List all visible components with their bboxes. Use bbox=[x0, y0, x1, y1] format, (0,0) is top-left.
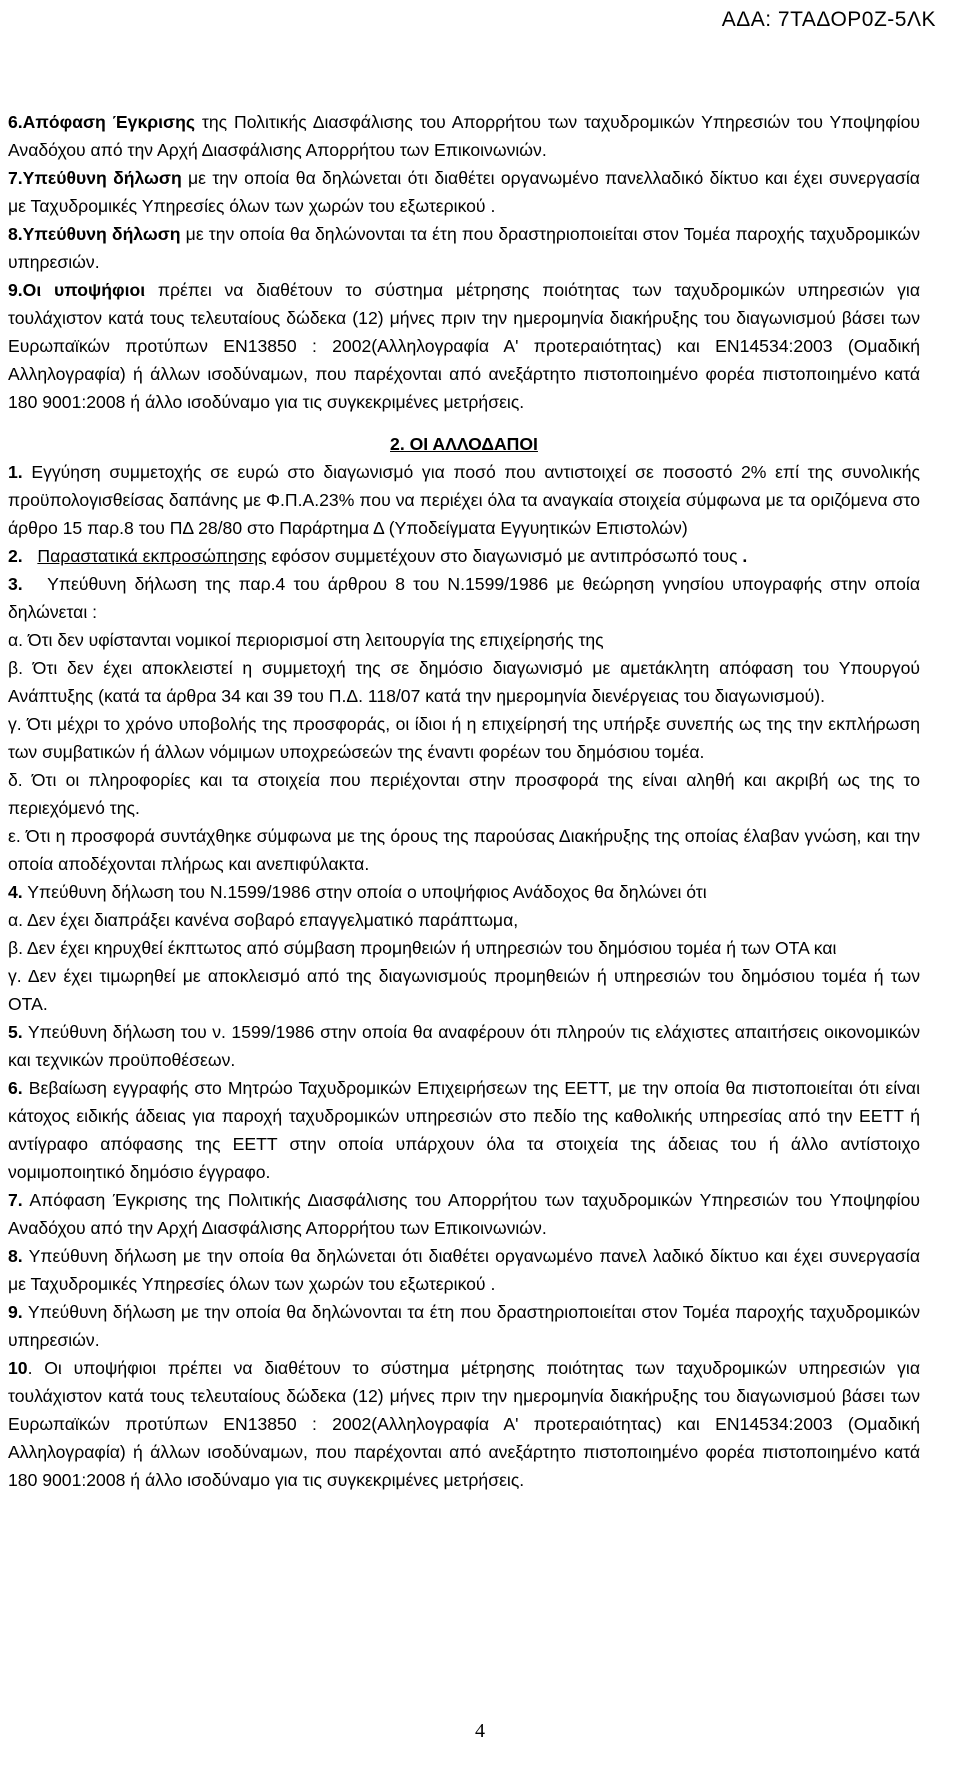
item-text: της Πολιτικής Διασφάλισης του Απορρήτου των ταχυδρομικών Υπηρεσιών του Υποψηφίου Αναδόχου από την Αρχή Διασφάλισης Απορρήτου των Επικοινωνιών. bbox=[8, 112, 920, 160]
item-text: Υπεύθυνη δήλωση με την οποία θα δηλώνονται τα έτη που δραστηριοποιείται στον Τομέα παροχής ταχυδρομικών υπηρεσιών. bbox=[8, 1302, 920, 1350]
item-3e: ε. Ότι η προσφορά συντάχθηκε σύμφωνα με της όρους της παρούσας Διακήρυξης της οποίας έλαβαν γνώση, και την οποία αποδέχονται πλήρως και ανεπιφύλακτα. bbox=[8, 826, 920, 874]
item-text: . Οι υποψήφιοι πρέπει να διαθέτουν το σύστημα μέτρησης ποιότητας των ταχυδρομικών υπηρεσιών για τουλάχιστον κατά τους τελευταίους δώδεκα (12) μήνες πριν την ημερομηνία διακήρυξης του διαγωνισμού βάσει των Ευρωπαϊκών προτύπων ΕΝ13850 : 2002(Αλληλογραφία Α' προτεραιότητας) και ΕΝ14534:2003 (Ομαδική Αλληλογραφία) ή άλλων ισοδύναμων, που παρέχονται από ανεξάρτητο πιστοποιημένο φορέα πιστοποιημένο κατά 180 9001:2008 ή άλλο ισοδύναμο για τις συγκεκριμένες μετρήσεις. bbox=[8, 1358, 920, 1490]
item-text: της παρ.4 του άρθρου 8 του Ν.1599/1986 με θεώρηση γνησίου υπογραφής στην οποία δηλώνεται : bbox=[8, 574, 920, 622]
item-6-registration bbox=[8, 1074, 920, 1186]
item-4c: γ. Δεν έχει τιμωρηθεί με αποκλεισμό από της διαγωνισμούς προμηθειών ή υπηρεσιών του δημόσιου τομέα ή των ΟΤΑ. bbox=[8, 966, 920, 1014]
ada-header: ΑΔΑ: 7ΤΑΔΟΡ0Ζ-5ΛΚ bbox=[721, 8, 936, 31]
item-number: 2. bbox=[8, 546, 23, 566]
item-9-candidates bbox=[8, 276, 920, 416]
item-9-declaration bbox=[8, 1298, 920, 1354]
item-text: πρέπει να διαθέτουν το σύστημα μέτρησης ποιότητας των ταχυδρομικών υπηρεσιών για τουλάχιστον κατά τους τελευταίους δώδεκα (12) μήνες πριν την ημερομηνία διακήρυξης του διαγωνισμού βάσει των Ευρωπαϊκών προτύπων ΕΝ13850 : 2002(Αλληλογραφία Α' προτεραιότητας) και ΕΝ14534:2003 (Ομαδική Αλληλογραφία) ή άλλων ισοδύναμων, που παρέχονται από ανεξάρτητο πιστοποιημένο φορέα πιστοποιημένο κατά 180 9001:2008 ή άλλο ισοδύναμο για τις συγκεκριμένες μετρήσεις. bbox=[8, 280, 920, 412]
item-text: Απόφαση Έγκρισης της Πολιτικής Διασφάλισης του Απορρήτου των ταχυδρομικών Υπηρεσιών του Υποψηφίου Αναδόχου από την Αρχή Διασφάλισης Απορρήτου των Επικοινωνιών. bbox=[8, 1190, 920, 1238]
item-end: . bbox=[737, 546, 748, 566]
item-text: Υπεύθυνη δήλωση του Ν.1599/1986 στην οποία ο υποψήφιος Ανάδοχος θα δηλώνει ότι bbox=[22, 882, 707, 902]
item-3b: β. Ότι δεν έχει αποκλειστεί η συμμετοχή της σε δημόσιο διαγωνισμό με αμετάκλητη απόφαση του Υπουργού Ανάπτυξης (κατά τα άρθρα 34 και 39 του Π.Δ. 118/07 κατά την ημερομηνία διενέργειας του διαγωνισμού). bbox=[8, 658, 920, 706]
item-4a: α. Δεν έχει διαπράξει κανένα σοβαρό επαγγελματικό παράπτωμα, bbox=[8, 910, 519, 930]
item-3a: α. Ότι δεν υφίστανται νομικοί περιορισμοί στη λειτουργία της επιχείρησής της bbox=[8, 630, 604, 650]
document-body bbox=[8, 108, 920, 1494]
item-number: 5. bbox=[8, 1022, 23, 1042]
item-text: Βεβαίωση εγγραφής στο Μητρώο Ταχυδρομικών Επιχειρήσεων της ΕΕΤΤ, με την οποία θα πιστοποιείται ότι είναι κάτοχος ειδικής άδειας για παροχή ταχυδρομικών υπηρεσιών στο πεδίο της καθολικής υπηρεσίας από την ΕΕΤΤ ή αντίγραφο απόφασης της ΕΕΤΤ στην οποία υπάρχουν όλα τα στοιχεία της άδειας του ή άλλο αντίστοιχο νομιμοποιητικό δημόσιο έγγραφο. bbox=[8, 1078, 920, 1182]
item-10-candidates bbox=[8, 1354, 920, 1494]
item-text: Εγγύηση συμμετοχής σε ευρώ στο διαγωνισμό για ποσό που αντιστοιχεί σε ποσοστό 2% επί της συνολικής προϋπολογισθείσας δαπάνης με Φ.Π.Α.23% που να περιέχει όλα τα αναγκαία στοιχεία σύμφωνα με τα οριζόμενα στο άρθρο 15 παρ.8 του ΠΔ 28/80 στο Παράρτημα Δ (Υποδείγματα Εγγυητικών Επιστολών) bbox=[8, 462, 920, 538]
item-4b: β. Δεν έχει κηρυχθεί έκπτωτος από σύμβαση προμηθειών ή υπηρεσιών του δημόσιου τομέα ή των ΟΤΑ και bbox=[8, 938, 837, 958]
item-7-declaration bbox=[8, 164, 920, 220]
item-number: 4. bbox=[8, 882, 23, 902]
item-3-declaration bbox=[8, 570, 920, 626]
item-3c: γ. Ότι μέχρι το χρόνο υποβολής της προσφοράς, οι ίδιοι ή η επιχείρησή της υπήρξε συνεπής ως της την εκπλήρωση των συμβατικών ή άλλων νόμιμων υποχρεώσεών της έναντι φορέων του δημόσιου τομέα. bbox=[8, 714, 920, 762]
item-number: 7. bbox=[8, 1190, 23, 1210]
item-text: με την οποία θα δηλώνεται ότι διαθέτει οργανωμένο πανελλαδικό δίκτυο και έχει συνεργασία με Ταχυδρομικές Υπηρεσίες όλων των χωρών του εξωτερικού . bbox=[8, 168, 920, 216]
item-number: 9. bbox=[8, 1302, 23, 1322]
item-underlined: Παραστατικά εκπροσώπησης bbox=[37, 546, 267, 566]
item-lead: 9.Οι υποψήφιοι bbox=[8, 280, 146, 300]
item-3d: δ. Ότι οι πληροφορίες και τα στοιχεία που περιέχονται στην προσφορά της είναι αληθή και ακριβή ως της το περιεχόμενό της. bbox=[8, 770, 920, 818]
item-8-declaration bbox=[8, 1242, 920, 1298]
item-lead: 6.Απόφαση Έγκρισης bbox=[8, 112, 195, 132]
item-2-representation bbox=[8, 542, 920, 570]
item-lead: 7.Υπεύθυνη δήλωση bbox=[8, 168, 182, 188]
section-title-foreigners: 2. ΟΙ ΑΛΛΟΔΑΠΟΙ bbox=[390, 434, 538, 454]
item-8-declaration bbox=[8, 220, 920, 276]
item-text: με την οποία θα δηλώνονται τα έτη που δραστηριοποιείται στον Τομέα παροχής ταχυδρομικών υπηρεσιών. bbox=[8, 224, 920, 272]
item-text: Υπεύθυνη δήλωση με την οποία θα δηλώνεται ότι διαθέτει οργανωμένο πανελ λαδικό δίκτυο και έχει συνεργασία με Ταχυδρομικές Υπηρεσίες όλων των χωρών του εξωτερικού . bbox=[8, 1246, 920, 1294]
item-lead: 8.Υπεύθυνη δήλωση bbox=[8, 224, 181, 244]
item-underlined: Υπεύθυνη δήλωση bbox=[47, 574, 198, 594]
item-5-declaration bbox=[8, 1018, 920, 1074]
item-text: εφόσον συμμετέχουν στο διαγωνισμό με αντιπρόσωπό τους bbox=[266, 546, 738, 566]
item-text: Υπεύθυνη δήλωση του ν. 1599/1986 στην οποία θα αναφέρουν ότι πληρούν τις ελάχιστες απαιτήσεις οικονομικών και τεχνικών προϋποθέσεων. bbox=[8, 1022, 920, 1070]
item-number: 6. bbox=[8, 1078, 23, 1098]
item-4-declaration bbox=[8, 878, 920, 906]
item-number: 10 bbox=[8, 1358, 28, 1378]
item-1-guarantee bbox=[8, 458, 920, 542]
item-number: 8. bbox=[8, 1246, 23, 1266]
item-number: 3. bbox=[8, 574, 23, 594]
page-number: 4 bbox=[475, 1720, 485, 1742]
item-6-approval bbox=[8, 108, 920, 164]
item-number: 1. bbox=[8, 462, 23, 482]
item-7-approval bbox=[8, 1186, 920, 1242]
